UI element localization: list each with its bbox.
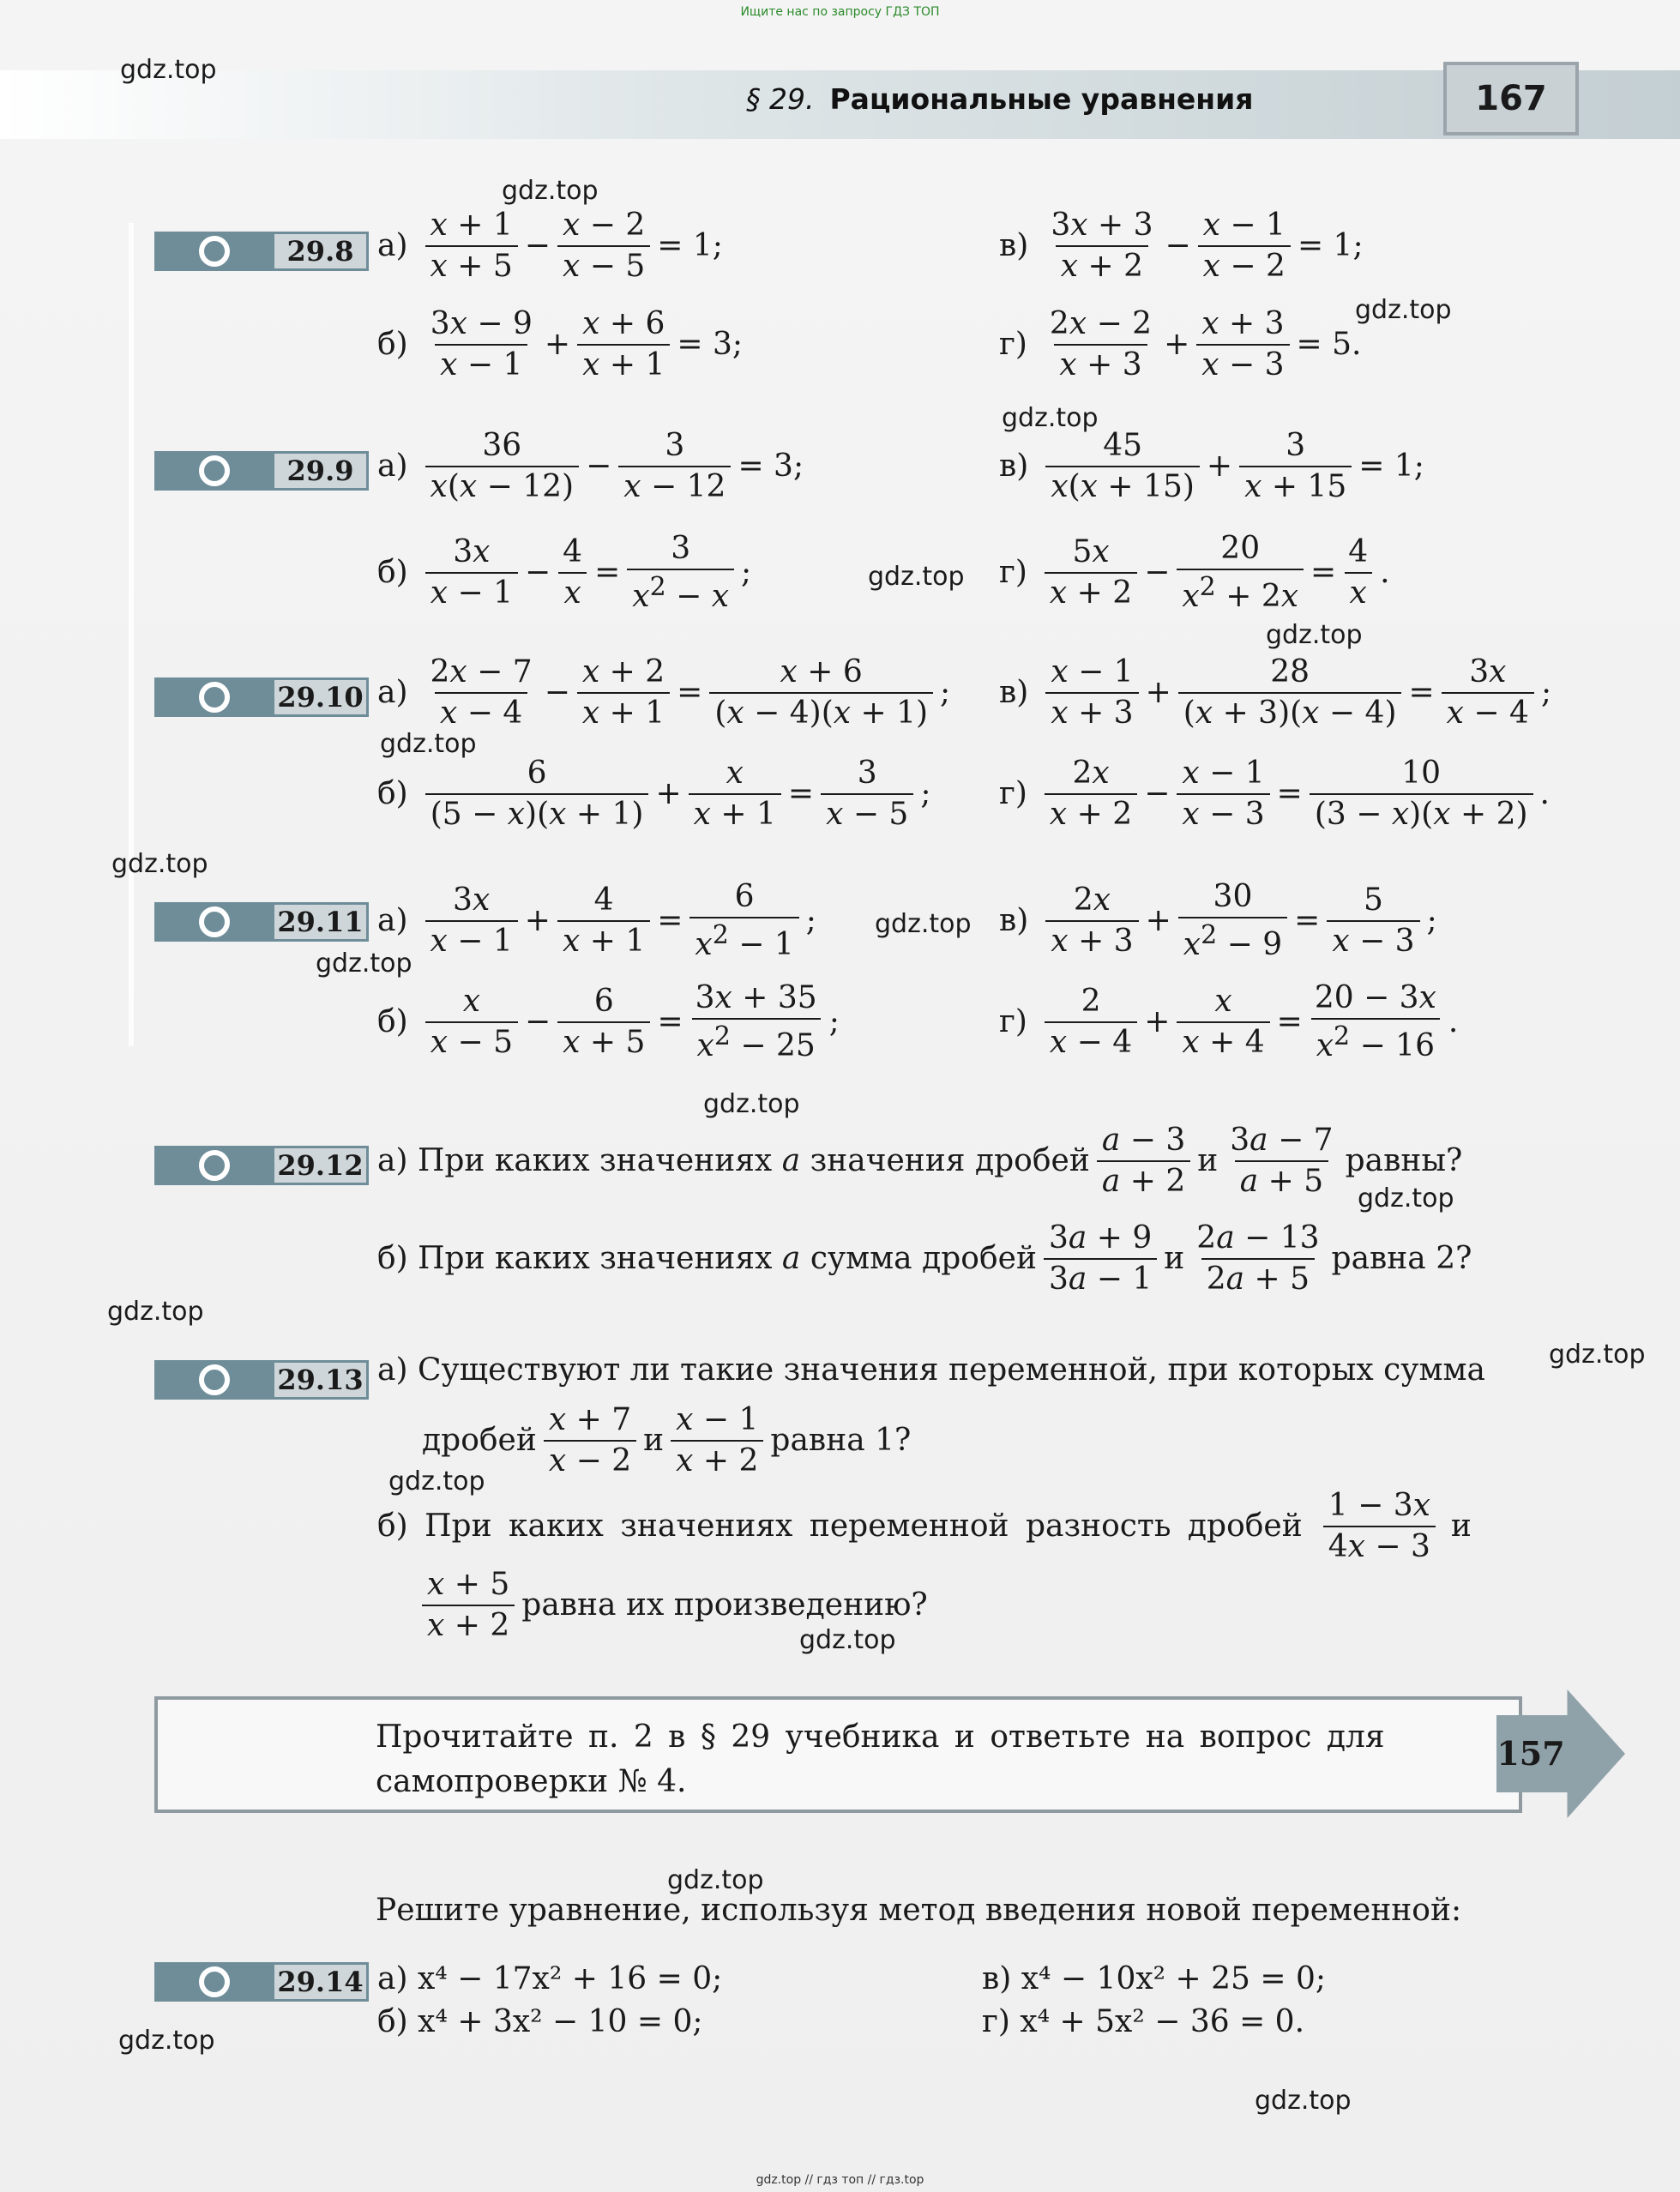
watermark-text: gdz.top	[667, 1865, 764, 1895]
equation-29-14-g: г) x⁴ + 5x² − 36 = 0.	[982, 2004, 1305, 2039]
section-heading	[746, 82, 1253, 116]
problem-29-13-a-line1: а) Существуют ли такие значения переменной, при которых сумма	[377, 1352, 1485, 1388]
watermark-text: gdz.top	[502, 176, 599, 206]
equation-29-9-a: а) $\frac{36}{x(x - 12)}$ − $\frac{3}{x - 12}$ = 3;	[377, 428, 804, 504]
watermark-text: gdz.top	[316, 948, 412, 979]
watermark-text: gdz.top	[1266, 620, 1363, 650]
watermark-text: gdz.top	[703, 1089, 800, 1119]
exercise-badge	[154, 677, 369, 717]
watermark-text: gdz.top	[111, 849, 208, 879]
variable-a: a	[781, 1241, 801, 1276]
circle-icon	[154, 677, 274, 717]
equation-29-14-a: а) x⁴ − 17x² + 16 = 0;	[377, 1961, 723, 1996]
circle-icon	[154, 1360, 274, 1400]
top-watermark-note: Ищите нас по запросу ГДЗ ТОП	[740, 5, 940, 19]
watermark-text: gdz.top	[868, 562, 965, 592]
equation-29-11-a: а) $\frac{3x}{x - 1}$ + $\frac{4}{x + 1}$ = $\frac{6}{x^2 - 1}$ ;	[377, 879, 816, 962]
exercise-number: 29.11	[274, 902, 369, 942]
watermark-text: gdz.top	[380, 729, 477, 759]
exercise-number: 29.13	[274, 1360, 369, 1400]
left-decor-bar	[129, 223, 134, 1046]
text-span: дробей	[422, 1423, 537, 1458]
text-span: б) При каких значениях	[377, 1241, 773, 1276]
circle-icon	[154, 451, 274, 491]
watermark-text: gdz.top	[1355, 295, 1452, 325]
equation-29-8-g: г) $\frac{2x - 2}{x + 3}$ + $\frac{x + 3}{x - 3}$ = 5.	[999, 306, 1362, 382]
equation-29-14-b: б) x⁴ + 3x² − 10 = 0;	[377, 2004, 703, 2039]
selfcheck-page-ref: 157	[1496, 1734, 1565, 1773]
circle-icon	[154, 1962, 274, 2002]
watermark-text: gdz.top	[1002, 403, 1099, 433]
problem-29-13-a-line2: дробей $\frac{x + 7}{x - 2}$ и $\frac{x - 1}{x + 2}$ равна 1?	[422, 1402, 912, 1478]
problem-29-13-b-line1: б) При каких значениях переменной разность дробей $\frac{1 - 3x}{4x - 3}$ и	[377, 1488, 1472, 1564]
text-span: сумма дробей	[810, 1241, 1037, 1276]
problem-29-12-b: б) При каких значениях a сумма дробей $\frac{3a + 9}{3a - 1}$ и $\frac{2a - 13}{2a + 5}$ равна 2?	[377, 1220, 1472, 1297]
section-title: Рациональные уравнения	[829, 82, 1254, 116]
circle-icon	[154, 1146, 274, 1185]
watermark-text: gdz.top	[118, 2026, 215, 2056]
text-span: б) При каких значениях переменной разность дробей	[377, 1509, 1303, 1544]
equation-29-11-v: в) $\frac{2x}{x + 3}$ + $\frac{30}{x^2 - 9}$ = $\frac{5}{x - 3}$ ;	[999, 879, 1437, 962]
text-span: и	[1164, 1241, 1185, 1276]
text-span: а) При каких значениях	[377, 1143, 773, 1178]
selfcheck-line1: Прочитайте п. 2 в § 29 учебника и ответьте на вопрос для	[376, 1719, 1385, 1755]
equation-29-14-v: в) x⁴ − 10x² + 25 = 0;	[982, 1961, 1327, 1996]
exercise-badge	[154, 232, 369, 271]
exercise-badge	[154, 1962, 369, 2002]
equation-29-9-g: г) $\frac{5x}{x + 2}$ − $\frac{20}{x^2 + 2x}$ = $\frac{4}{x}$ .	[999, 531, 1390, 614]
page-number: 167	[1443, 62, 1579, 135]
watermark-text: gdz.top	[107, 1297, 204, 1327]
watermark-text: gdz.top	[875, 909, 972, 939]
exercise-number: 29.12	[274, 1146, 369, 1185]
selfcheck-line2: самопроверки № 4.	[376, 1764, 687, 1799]
watermark-text: gdz.top	[799, 1625, 896, 1655]
text-span: и	[1450, 1509, 1472, 1544]
exercise-badge	[154, 1360, 369, 1400]
equation-29-10-v: в) $\frac{x - 1}{x + 3}$ + $\frac{28}{(x + 3)(x - 4)}$ = $\frac{3x}{x - 4}$ ;	[999, 654, 1552, 731]
watermark-text: gdz.top	[1358, 1183, 1454, 1213]
circle-icon	[154, 232, 274, 271]
variable-a: a	[781, 1143, 801, 1178]
exercise-number: 29.9	[274, 451, 369, 491]
equation-29-10-g: г) $\frac{2x}{x + 2}$ − $\frac{x - 1}{x - 3}$ = $\frac{10}{(3 - x)(x + 2)}$ .	[999, 756, 1550, 832]
instruction-text: Решите уравнение, используя метод введения новой переменной:	[376, 1893, 1462, 1928]
exercise-badge	[154, 902, 369, 942]
circle-icon	[154, 902, 274, 942]
watermark-text: gdz.top	[120, 55, 217, 85]
equation-29-8-v: в) $\frac{3x + 3}{x + 2}$ − $\frac{x - 1}{x - 2}$ = 1;	[999, 208, 1364, 284]
watermark-text: gdz.top	[1255, 2086, 1352, 2116]
section-number: § 29.	[746, 82, 815, 116]
equation-29-8-b: б) $\frac{3x - 9}{x - 1}$ + $\frac{x + 6}{x + 1}$ = 3;	[377, 306, 743, 382]
equation-29-10-b: б) $\frac{6}{(5 - x)(x + 1)}$ + $\frac{x}{x + 1}$ = $\frac{3}{x - 5}$ ;	[377, 756, 931, 832]
exercise-number: 29.8	[274, 232, 369, 271]
text-span: равна 2?	[1331, 1241, 1472, 1276]
bottom-watermark-note: gdz.top // гдз топ // гдз.top	[756, 2173, 924, 2187]
equation-29-10-a: а) $\frac{2x - 7}{x - 4}$ − $\frac{x + 2}{x + 1}$ = $\frac{x + 6}{(x - 4)(x + 1)}$ ;	[377, 654, 951, 731]
watermark-text: gdz.top	[1549, 1340, 1646, 1370]
text-span: равны?	[1345, 1143, 1463, 1178]
text-span: значения дробей	[810, 1143, 1090, 1178]
exercise-badge	[154, 1146, 369, 1185]
text-span: и	[643, 1423, 665, 1458]
exercise-number: 29.10	[274, 677, 369, 717]
problem-29-12-a: а) При каких значениях a значения дробей $\frac{a - 3}{a + 2}$ и $\frac{3a - 7}{a + 5}$ равны?	[377, 1123, 1463, 1199]
text-span: равна 1?	[770, 1423, 912, 1458]
equation-29-8-a: а) $\frac{x + 1}{x + 5}$ − $\frac{x - 2}{x - 5}$ = 1;	[377, 208, 723, 284]
exercise-badge	[154, 451, 369, 491]
text-span: равна их произведению?	[521, 1587, 928, 1623]
text-span: и	[1197, 1143, 1219, 1178]
equation-29-11-b: б) $\frac{x}{x - 5}$ − $\frac{6}{x + 5}$ = $\frac{3x + 35}{x^2 - 25}$ ;	[377, 980, 840, 1063]
equation-29-9-v: в) $\frac{45}{x(x + 15)}$ + $\frac{3}{x + 15}$ = 1;	[999, 428, 1424, 504]
equation-29-9-b: б) $\frac{3x}{x - 1}$ − $\frac{4}{x}$ = $\frac{3}{x^2 - x}$ ;	[377, 531, 752, 614]
equation-29-11-g: г) $\frac{2}{x - 4}$ + $\frac{x}{x + 4}$ = $\frac{20 - 3x}{x^2 - 16}$ .	[999, 980, 1459, 1063]
selfcheck-box	[154, 1696, 1522, 1813]
watermark-text: gdz.top	[388, 1466, 485, 1496]
problem-29-13-b-line2: $\frac{x + 5}{x + 2}$ равна их произведению?	[422, 1569, 928, 1641]
exercise-number: 29.14	[274, 1962, 369, 2002]
